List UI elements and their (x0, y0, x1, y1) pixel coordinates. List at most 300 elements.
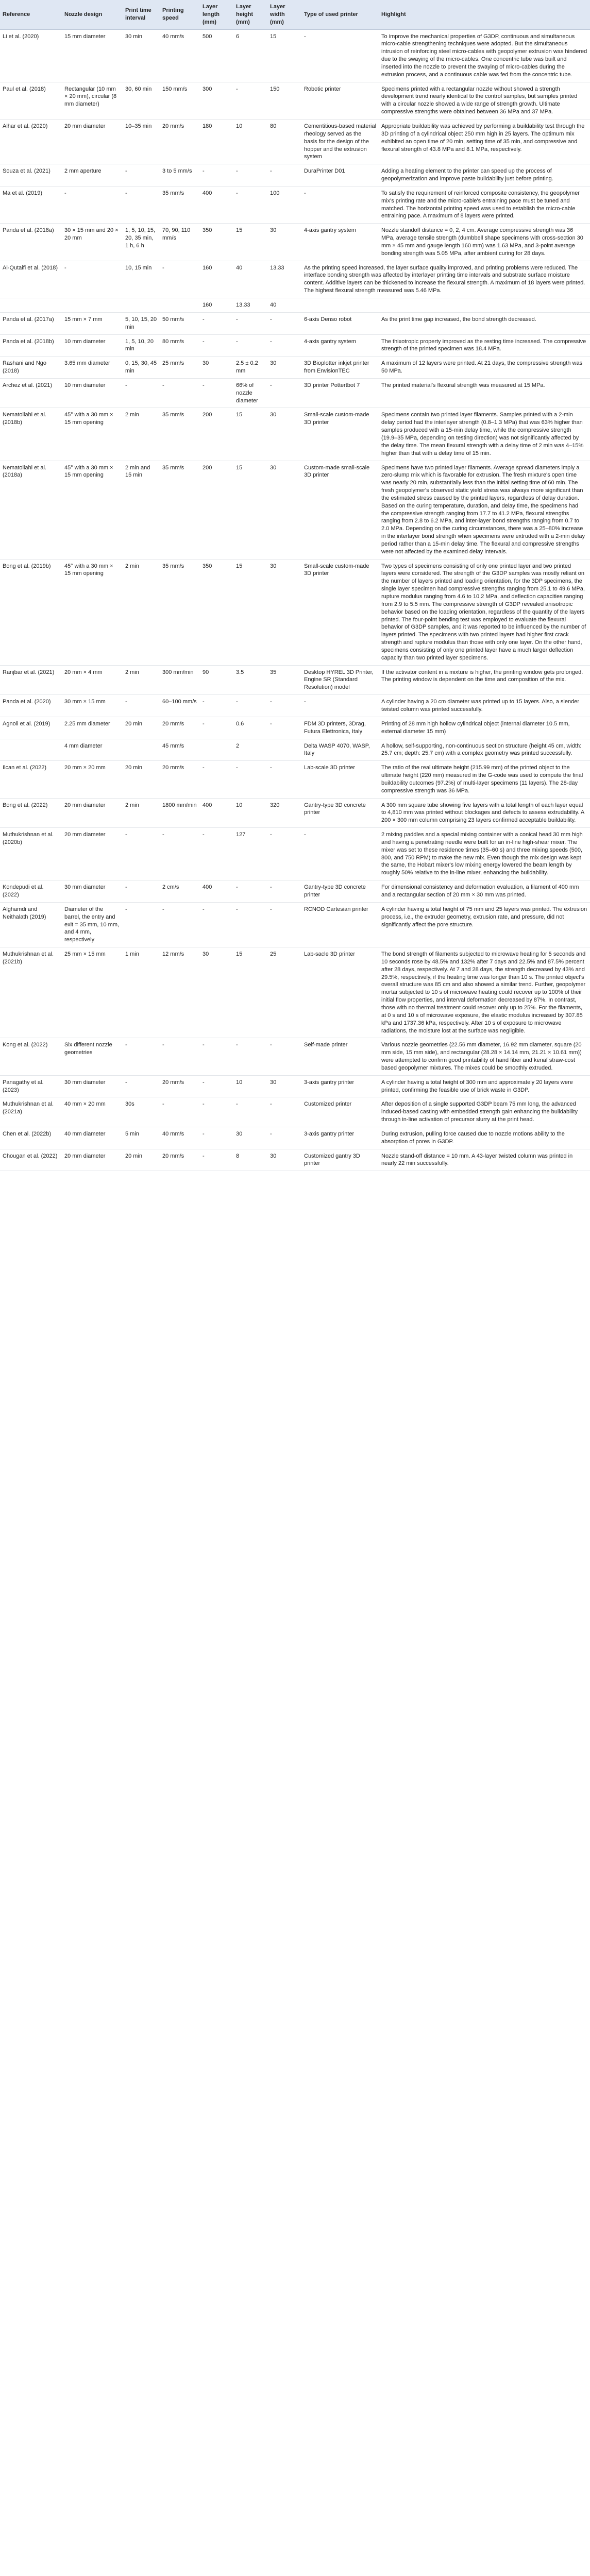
table-cell: Muthukrishnan et al. (2020b) (0, 828, 62, 880)
table-cell: 2.5 ± 0.2 mm (233, 357, 267, 379)
table-row (0, 559, 590, 665)
table-cell: 400 (200, 880, 233, 903)
table-cell: - (123, 828, 160, 880)
table-cell: - (267, 334, 301, 357)
table-row (0, 357, 590, 379)
table-cell: Alhar et al. (2020) (0, 119, 62, 164)
table-cell: - (200, 761, 233, 798)
table-row (0, 378, 590, 408)
table-row (0, 119, 590, 164)
table-cell: - (160, 1038, 200, 1075)
table-cell: Appropriate buildability was achieved by performing a buildability test through the 3D printing of a cylindrical object 250 mm high in 25 layers. The optimum mix exhibited an open time of 20 min, setting time of 35 min, and compressive and flexural strength of 43.8 MPa and 8.1 MPa, respectively. (379, 119, 590, 164)
table-row (0, 828, 590, 880)
table-cell: 5, 10, 15, 20 min (123, 312, 160, 334)
table-cell: 15 mm × 7 mm (62, 312, 123, 334)
table-cell: - (123, 1075, 160, 1097)
table-cell: 2 cm/s (160, 880, 200, 903)
table-cell: - (200, 1097, 233, 1127)
table-cell: - (233, 312, 267, 334)
table-cell: 2 mm aperture (62, 164, 123, 187)
table-row (0, 261, 590, 298)
table-cell: - (200, 1149, 233, 1171)
table-cell: - (267, 828, 301, 880)
table-cell: Kondepudi et al. (2022) (0, 880, 62, 903)
table-cell: 2 min and 15 min (123, 461, 160, 559)
table-cell: Ma et al. (2019) (0, 186, 62, 223)
table-cell: 4 mm diameter (62, 739, 123, 761)
table-cell: 30 (233, 1127, 267, 1149)
table-cell: Six different nozzle geometries (62, 1038, 123, 1075)
table-cell: 20 mm diameter (62, 798, 123, 828)
table-cell: Specimens printed with a rectangular nozzle without showed a strength development trend nearly identical to the control samples, but samples printed with a circular nozzle showed a wide range of strength growth. Ultimate compressive strengths were obtained between 36 MPa and 37 MPa. (379, 82, 590, 119)
table-cell: As the printing speed increased, the layer surface quality improved, and printing problems were reduced. The interface bonding strength was affected by interlayer printing time intervals and substrate surface moisture content. Additive layers can be thickened to increase the flexural strength. A maximum of 18 layers were printed. The highest flexural strength measured was 5.46 MPa. (301, 261, 590, 298)
table-cell: Gantry-type 3D concrete printer (301, 880, 379, 903)
table-cell: Self-made printer (301, 1038, 379, 1075)
table-cell: 100 (267, 186, 301, 223)
table-cell: - (233, 164, 267, 187)
table-cell: DuraPrinter D01 (301, 164, 379, 187)
table-cell: - (200, 1075, 233, 1097)
table-cell: 30 (267, 1075, 301, 1097)
table-cell: 0, 15, 30, 45 min (123, 357, 160, 379)
table-cell (62, 298, 123, 313)
table-cell: Panda et al. (2018a) (0, 224, 62, 261)
table-cell: - (267, 378, 301, 408)
table-row (0, 408, 590, 461)
table-cell: - (301, 695, 379, 717)
table-cell: - (123, 186, 160, 223)
table-cell: 50 mm/s (160, 312, 200, 334)
table-cell: 200 (200, 408, 233, 461)
table-cell: - (200, 717, 233, 739)
table-cell: 2 min (123, 559, 160, 665)
table-row (0, 717, 590, 739)
table-cell: 40 mm/s (160, 1127, 200, 1149)
table-row (0, 164, 590, 187)
table-row (0, 1075, 590, 1097)
table-cell: Nozzle standoff distance = 0, 2, 4 cm. Average compressive strength was 36 MPa, average tensile strength (dumbbell shape specimens with cross-section 30 mm × 45 mm and gauge length 160 mm) was 1.63 MPa, and 3-point average bonding strength was 5.05 MPa, after ambient curing for 28 days. (379, 224, 590, 261)
table-cell: 30s (123, 1097, 160, 1127)
table-cell: - (267, 902, 301, 947)
table-cell: 1 min (123, 947, 160, 1038)
column-header: Layer height (mm) (233, 0, 267, 29)
table-row (0, 947, 590, 1038)
table-cell (0, 739, 62, 761)
table-cell: - (267, 695, 301, 717)
table-cell: During extrusion, pulling force caused due to nozzle motions ability to the absorption of pores in G3DP. (379, 1127, 590, 1149)
table-cell: 15 (233, 408, 267, 461)
table-cell: 320 (267, 798, 301, 828)
table-cell: 3D Bioplotter inkjet printer from EnvisionTEC (301, 357, 379, 379)
column-header: Layer length (mm) (200, 0, 233, 29)
table-cell: 80 mm/s (160, 334, 200, 357)
table-cell: Panda et al. (2020) (0, 695, 62, 717)
table-cell: - (267, 1127, 301, 1149)
table-row (0, 186, 590, 223)
table-cell: FDM 3D printers, 3Drag, Futura Elettronica, Italy (301, 717, 379, 739)
table-cell: 20 mm/s (160, 1149, 200, 1171)
table-cell: 30 (267, 224, 301, 261)
table-cell: 2 min (123, 665, 160, 695)
table-cell: 30 (267, 408, 301, 461)
table-cell: 500 (200, 29, 233, 82)
table-cell: 6 (233, 29, 267, 82)
table-cell: 15 (267, 29, 301, 82)
table-cell: RCNOD Cartesian printer (301, 902, 379, 947)
column-header: Print time interval (123, 0, 160, 29)
table-cell: 40 mm diameter (62, 1127, 123, 1149)
table-cell: - (160, 378, 200, 408)
table-cell: Muthukrishnan et al. (2021b) (0, 947, 62, 1038)
table-row (0, 461, 590, 559)
table-cell: 1, 5, 10, 20 min (123, 334, 160, 357)
table-cell: - (200, 695, 233, 717)
table-cell: 30 mm diameter (62, 880, 123, 903)
table-cell: Al-Qutaifi et al. (2018) (0, 261, 62, 298)
table-cell: Panda et al. (2018b) (0, 334, 62, 357)
table-row (0, 761, 590, 798)
table-cell: 20 mm/s (160, 119, 200, 164)
table-cell: - (200, 1038, 233, 1075)
table-cell: 350 (200, 559, 233, 665)
column-header: Type of used printer (301, 0, 379, 29)
table-cell: 20 mm/s (160, 717, 200, 739)
table-cell: - (267, 1038, 301, 1075)
table-cell: Muthukrishnan et al. (2021a) (0, 1097, 62, 1127)
table-cell (123, 739, 160, 761)
column-header: Layer width (mm) (267, 0, 301, 29)
table-cell: 180 (200, 119, 233, 164)
table-cell: Panda et al. (2017a) (0, 312, 62, 334)
table-cell: Ilcan et al. (2022) (0, 761, 62, 798)
table-cell: 66% of nozzle diameter (233, 378, 267, 408)
table-cell: 25 mm × 15 mm (62, 947, 123, 1038)
table-cell: 60–100 mm/s (160, 695, 200, 717)
table-cell: Specimens contain two printed layer filaments. Samples printed with a 2-min delay period had the interlayer strength (0.8–1.3 MPa) that was 63% higher than samples produced with a 15-min delay time, while the compressive strength (19.9–35 MPa, depending on testing direction) was not significantly affected by the delay time. The mean flexural strength with a delay time of 2 min was 4–15% higher than that with a delay time of 15 min. (379, 408, 590, 461)
table-cell: 400 (200, 798, 233, 828)
table-cell: 4-axis gantry system (301, 334, 379, 357)
table-cell: 70, 90, 110 mm/s (160, 224, 200, 261)
table-cell: Desktop HYREL 3D Printer, Engine SR (Standard Resolution) model (301, 665, 379, 695)
table-cell: 3-axis gantry printer (301, 1075, 379, 1097)
table-cell: 15 (233, 559, 267, 665)
table-cell: 45 mm/s (160, 739, 200, 761)
table-cell: 2 mixing paddles and a special mixing container with a conical head 30 mm high and having a penetrating needle were built for an in-line high-shear mixer. The mixer was set to these residence times (35–60 s) and three mixing speeds (500, 800, and 750 RPM) to make the new mix. Even though the mix design was kept the same, the Hobart mixer's low mixing energy lowered the beam length by roughly 50% relative to the in-line mixer, enhancing the buildability. (379, 828, 590, 880)
table-header-row (0, 0, 590, 29)
table-cell: Bong et al. (2022) (0, 798, 62, 828)
table-cell: - (233, 902, 267, 947)
table-row (0, 224, 590, 261)
table-cell: - (123, 164, 160, 187)
table-cell: The bond strength of filaments subjected to microwave heating for 5 seconds and 10 seconds rose by 48.5% and 132% after 7 days and 22.5% and 87.5% percent after 28 days, respectively. At 7 and 28 days, the strength decreased by 43% and 29.5%, respectively, if the heating time was longer than 10 s. The printed object's overall structure was 85 cm and also showed a similar trend. Further, geopolymer mortar subjected to 10 s of microwave heating could recover up to 100% of their initial flow properties, and interval deformation decreased by 87%. In contrast, those with no thermal treatment could recover only up to 25%. For the filaments, at 0 s and 10 s of microwave exposure, the elastic modulus increased by 307.85 kPa and 1737.36 kPa, respectively. After 10 s of exposure to microwave radiations, the moisture lost at the surface was negligible. (379, 947, 590, 1038)
table-cell: - (267, 880, 301, 903)
table-cell: A maximum of 12 layers were printed. At 21 days, the compressive strength was 50 MPa. (379, 357, 590, 379)
table-cell: - (267, 164, 301, 187)
table-cell: Nematollahi et al. (2018b) (0, 408, 62, 461)
table-cell (160, 298, 200, 313)
table-cell: Customized gantry 3D printer (301, 1149, 379, 1171)
table-cell: - (160, 902, 200, 947)
table-cell: - (123, 695, 160, 717)
table-cell: 40 (233, 261, 267, 298)
table-cell: - (200, 1127, 233, 1149)
table-cell: Printing of 28 mm high hollow cylindrical object (internal diameter 10.5 mm, external diameter 15 mm) (379, 717, 590, 739)
table-cell: 3 to 5 mm/s (160, 164, 200, 187)
table-cell: 40 (267, 298, 301, 313)
table-cell: The printed material's flexural strength was measured at 15 MPa. (379, 378, 590, 408)
table-cell: Nozzle stand-off distance = 10 mm. A 43-layer twisted column was printed in nearly 22 min successfully. (379, 1149, 590, 1171)
table-cell: 20 mm/s (160, 1075, 200, 1097)
table-cell: 2.25 mm diameter (62, 717, 123, 739)
table-row (0, 798, 590, 828)
table-cell: 400 (200, 186, 233, 223)
table-cell: 127 (233, 828, 267, 880)
table-cell: 10 mm diameter (62, 334, 123, 357)
table-row (0, 1097, 590, 1127)
table-cell: 35 mm/s (160, 461, 200, 559)
table-row (0, 312, 590, 334)
table-cell: 30 (267, 559, 301, 665)
table-cell: - (233, 334, 267, 357)
table-cell: - (233, 761, 267, 798)
table-cell: 20 min (123, 717, 160, 739)
table-cell: Delta WASP 4070, WASP, Italy (301, 739, 379, 761)
table-cell: Nematollahi et al. (2018a) (0, 461, 62, 559)
table-cell: 13.33 (267, 261, 301, 298)
literature-table (0, 0, 590, 1171)
table-cell: A cylinder having a total height of 300 mm and approximately 20 layers were printed, confirming the feasible use of brick waste in G3DP. (379, 1075, 590, 1097)
table-cell: 2 (233, 739, 267, 761)
table-cell: - (200, 828, 233, 880)
table-cell: Li et al. (2020) (0, 29, 62, 82)
table-cell: 20 min (123, 761, 160, 798)
table-cell: - (301, 29, 379, 82)
table-cell: 35 mm/s (160, 186, 200, 223)
table-cell: 20 mm × 20 mm (62, 761, 123, 798)
table-cell: - (233, 695, 267, 717)
table-cell: 10 mm diameter (62, 378, 123, 408)
table-cell: 3-axis gantry printer (301, 1127, 379, 1149)
table-cell: 20 min (123, 1149, 160, 1171)
table-cell: 30 mm diameter (62, 1075, 123, 1097)
table-cell: 2 min (123, 798, 160, 828)
table-cell: - (200, 312, 233, 334)
table-cell: Robotic printer (301, 82, 379, 119)
table-cell: Small-scale custom-made 3D printer (301, 408, 379, 461)
table-cell: 4-axis gantry system (301, 224, 379, 261)
table-cell: Chen et al. (2022b) (0, 1127, 62, 1149)
table-cell: 15 (233, 461, 267, 559)
table-cell: Kong et al. (2022) (0, 1038, 62, 1075)
table-cell: 3.65 mm diameter (62, 357, 123, 379)
table-cell: - (123, 880, 160, 903)
table-cell: 160 (200, 261, 233, 298)
table-row (0, 298, 590, 313)
column-header: Highlight (379, 0, 590, 29)
table-cell: 30 (200, 357, 233, 379)
table-cell (123, 298, 160, 313)
table-row (0, 902, 590, 947)
table-cell: Rashani and Ngo (2018) (0, 357, 62, 379)
table-cell: Specimens have two printed layer filaments. Average spread diameters imply a zero-slump mix which is favorable for extrusion. The fresh mixture's open time was nearly 20 min, substantially less than the initial setting time of 60 min. The fresh geopolymer's observed static yield stress was always more significant than the estimated stress caused by the printed layers, regardless of delay duration. Based on the curing temperature, duration, and delay time, the specimens had the compressive strength ranging from 17.7 to 41.2 MPa, flexural strengths ranging from 2.8 to 6.2 MPa, and inter-layer bond strengths ranging from 0.7 to 2.0 MPa. Depending on the curing circumstances, there was a 25–80% increase in the interlayer bond strength when specimens were extruded with a 2-min delay period rather than a 15-min delay time. The flexural and compressive strengths were not affected by the examined delay intervals. (379, 461, 590, 559)
table-cell: - (233, 1038, 267, 1075)
table-row (0, 665, 590, 695)
table-cell: 300 (200, 82, 233, 119)
column-header: Reference (0, 0, 62, 29)
table-row (0, 695, 590, 717)
table-cell: Souza et al. (2021) (0, 164, 62, 187)
table-cell: - (200, 334, 233, 357)
table-cell: 6-axis Denso robot (301, 312, 379, 334)
table-cell: If the activator content in a mixture is higher, the printing window gets prolonged. The printing window is dependent on the time and composition of the mix. (379, 665, 590, 695)
table-cell: The ratio of the real ultimate height (215.99 mm) of the printed object to the ultimate height (220 mm) measured in the G-code was used to compute the final buildability outcomes (97.2%) of multi-layer specimens (11 layers). The 28-day compressive strength was 36 MPa. (379, 761, 590, 798)
table-cell: - (267, 761, 301, 798)
table-cell: Small-scale custom-made 3D printer (301, 559, 379, 665)
table-cell: - (301, 828, 379, 880)
table-row (0, 334, 590, 357)
table-cell: A hollow, self-supporting, non-continuous section structure (height 45 cm, width: 25.7 cm; depth: 25.7 cm) with a complex geometry was printed successfully. (379, 739, 590, 761)
table-cell: Chougan et al. (2022) (0, 1149, 62, 1171)
table-cell: 15 (233, 224, 267, 261)
table-cell: 40 mm × 20 mm (62, 1097, 123, 1127)
table-cell: 35 mm/s (160, 408, 200, 461)
table-cell: - (123, 1038, 160, 1075)
table-cell: 13.33 (233, 298, 267, 313)
table-cell: 350 (200, 224, 233, 261)
table-cell: After deposition of a single supported G3DP beam 75 mm long, the advanced induced-based casting with embedded strength gain enhancing the buildability through in-line activation of precursor slurry at the print head. (379, 1097, 590, 1127)
table-row (0, 880, 590, 903)
column-header: Printing speed (160, 0, 200, 29)
table-cell: 3D printer Pottertbot 7 (301, 378, 379, 408)
table-cell: - (233, 186, 267, 223)
table-cell: 45° with a 30 mm × 15 mm opening (62, 461, 123, 559)
table-cell: 2 min (123, 408, 160, 461)
table-cell: A 300 mm square tube showing five layers with a total length of each layer equal to 4,810 mm was printed without blockages and defects to assess extrudability. A 200 × 300 mm column comprising 23 layers confirmed acceptable buildability. (379, 798, 590, 828)
table-cell: - (267, 1097, 301, 1127)
table-cell: 5 min (123, 1127, 160, 1149)
table-cell: 30 (267, 1149, 301, 1171)
table-cell: A cylinder having a 20 cm diameter was printed up to 15 layers. Also, a slender twisted column was printed successfully. (379, 695, 590, 717)
table-cell: Agnoli et al. (2019) (0, 717, 62, 739)
table-cell: 10 (233, 119, 267, 164)
table-cell: 30, 60 min (123, 82, 160, 119)
table-cell (301, 298, 590, 313)
table-cell: - (200, 902, 233, 947)
table-cell: 40 mm/s (160, 29, 200, 82)
table-cell: 300 mm/min (160, 665, 200, 695)
table-cell: Lab-sacle 3D printer (301, 947, 379, 1038)
table-cell: 200 (200, 461, 233, 559)
table-cell: 150 mm/s (160, 82, 200, 119)
table-cell: Paul et al. (2018) (0, 82, 62, 119)
table-cell: 0.6 (233, 717, 267, 739)
table-cell: Panagathy et al. (2023) (0, 1075, 62, 1097)
table-row (0, 1149, 590, 1171)
table-cell: 20 mm diameter (62, 1149, 123, 1171)
table-cell (267, 739, 301, 761)
column-header: Nozzle design (62, 0, 123, 29)
table-cell: 30 (267, 461, 301, 559)
table-cell: 20 mm × 4 mm (62, 665, 123, 695)
table-cell: 12 mm/s (160, 947, 200, 1038)
table-cell: - (160, 1097, 200, 1127)
table-cell: Two types of specimens consisting of only one printed layer and two printed layers were considered. The strength of the G3DP samples was mostly reliant on the number of layers printed and loading orientation, for the 3DP specimens, the single layer specimen had compressive strengths ranging from 25.1 to 49.6 MPa, rupture modulus ranging from 4.6 to 10.2 MPa, and deflection capacities ranging from 2.9 to 5.5 mm. The compressive strength of G3DP revealed anisotropic behavior based on the loading orientation, regardless of the quantity of the layers printed. The four-point bending test was employed to evaluate the flexural behavior of G3DP samples, and it was reported to be influenced by the number of layers printed. The specimens with two printed layers had higher first crack strength and rupture modulus than those with only one layer. On the other hand, specimens consisting of only one printed layer have a much larger deflection capacity than two printed layer specimens. (379, 559, 590, 665)
table-row (0, 1038, 590, 1075)
table-cell: Gantry-type 3D concrete printer (301, 798, 379, 828)
table-cell: 30 (200, 947, 233, 1038)
table-cell: Rectangular (10 mm × 20 mm), circular (8 mm diameter) (62, 82, 123, 119)
table-cell: - (62, 186, 123, 223)
table-cell: Ranjbar et al. (2021) (0, 665, 62, 695)
table-cell: 45° with a 30 mm × 15 mm opening (62, 408, 123, 461)
table-row (0, 82, 590, 119)
table-cell: - (200, 378, 233, 408)
table-cell: The thixotropic property improved as the resting time increased. The compressive strength of the printed specimen was 18.4 MPa. (379, 334, 590, 357)
table-cell: 15 (233, 947, 267, 1038)
table-cell: - (267, 312, 301, 334)
table-cell: 8 (233, 1149, 267, 1171)
table-row (0, 29, 590, 82)
table-cell: 20 mm diameter (62, 119, 123, 164)
table-cell: 160 (200, 298, 233, 313)
table-cell: 10–35 min (123, 119, 160, 164)
table-cell: 30 mm × 15 mm (62, 695, 123, 717)
table-row (0, 739, 590, 761)
table-cell: 20 mm/s (160, 761, 200, 798)
table-cell: - (123, 902, 160, 947)
table-cell: 30 min (123, 29, 160, 82)
table-cell: - (267, 717, 301, 739)
table-cell: A cylinder having a total height of 75 mm and 25 layers was printed. The extrusion process, i.e., the extruder geometry, extrusion rate, and pressure, did not significantly affect the pore structure. (379, 902, 590, 947)
table-cell: - (160, 261, 200, 298)
table-cell: Customized printer (301, 1097, 379, 1127)
table-cell: Custom-made small-scale 3D printer (301, 461, 379, 559)
table-cell: - (123, 378, 160, 408)
table-cell: 15 mm diameter (62, 29, 123, 82)
table-cell: Cementitious-based material rheology served as the basis for the design of the hopper and the extrusion system (301, 119, 379, 164)
table-cell (0, 298, 62, 313)
table-body (0, 29, 590, 1171)
table-cell: 150 (267, 82, 301, 119)
table-cell: - (301, 186, 379, 223)
table-cell: - (160, 828, 200, 880)
table-cell: 30 × 15 mm and 20 × 20 mm (62, 224, 123, 261)
table-cell: Archez et al. (2021) (0, 378, 62, 408)
table-cell: 80 (267, 119, 301, 164)
table-cell: 25 (267, 947, 301, 1038)
table-cell: Bong et al. (2019b) (0, 559, 62, 665)
table-cell: - (62, 261, 123, 298)
table-cell: Alghamdi and Neithalath (2019) (0, 902, 62, 947)
table-cell: Lab-scale 3D printer (301, 761, 379, 798)
table-cell: 10 (233, 1075, 267, 1097)
table-cell: 45° with a 30 mm × 15 mm opening (62, 559, 123, 665)
table-cell: 10 (233, 798, 267, 828)
table-cell: 3.5 (233, 665, 267, 695)
table-cell: 10, 15 min (123, 261, 160, 298)
table-cell: 1800 mm/min (160, 798, 200, 828)
table-cell: 35 (267, 665, 301, 695)
table-cell: 1, 5, 10, 15, 20, 35 min, 1 h, 6 h (123, 224, 160, 261)
table-cell: 30 (267, 357, 301, 379)
table-cell: For dimensional consistency and deformation evaluation, a filament of 400 mm and a rectangular section of 20 mm × 30 mm was printed. (379, 880, 590, 903)
table-cell: 25 mm/s (160, 357, 200, 379)
table-row (0, 1127, 590, 1149)
table-cell: 20 mm diameter (62, 828, 123, 880)
table-cell: To satisfy the requirement of reinforced composite consistency, the geopolymer mix's printing rate and the micro-cable's entraining pace must be tuned and matched. The horizontal printing speed was used to establish the micro-cable entraining pace. A maximum of 8 layers were printed. (379, 186, 590, 223)
table-cell: - (200, 164, 233, 187)
table-cell: - (233, 1097, 267, 1127)
